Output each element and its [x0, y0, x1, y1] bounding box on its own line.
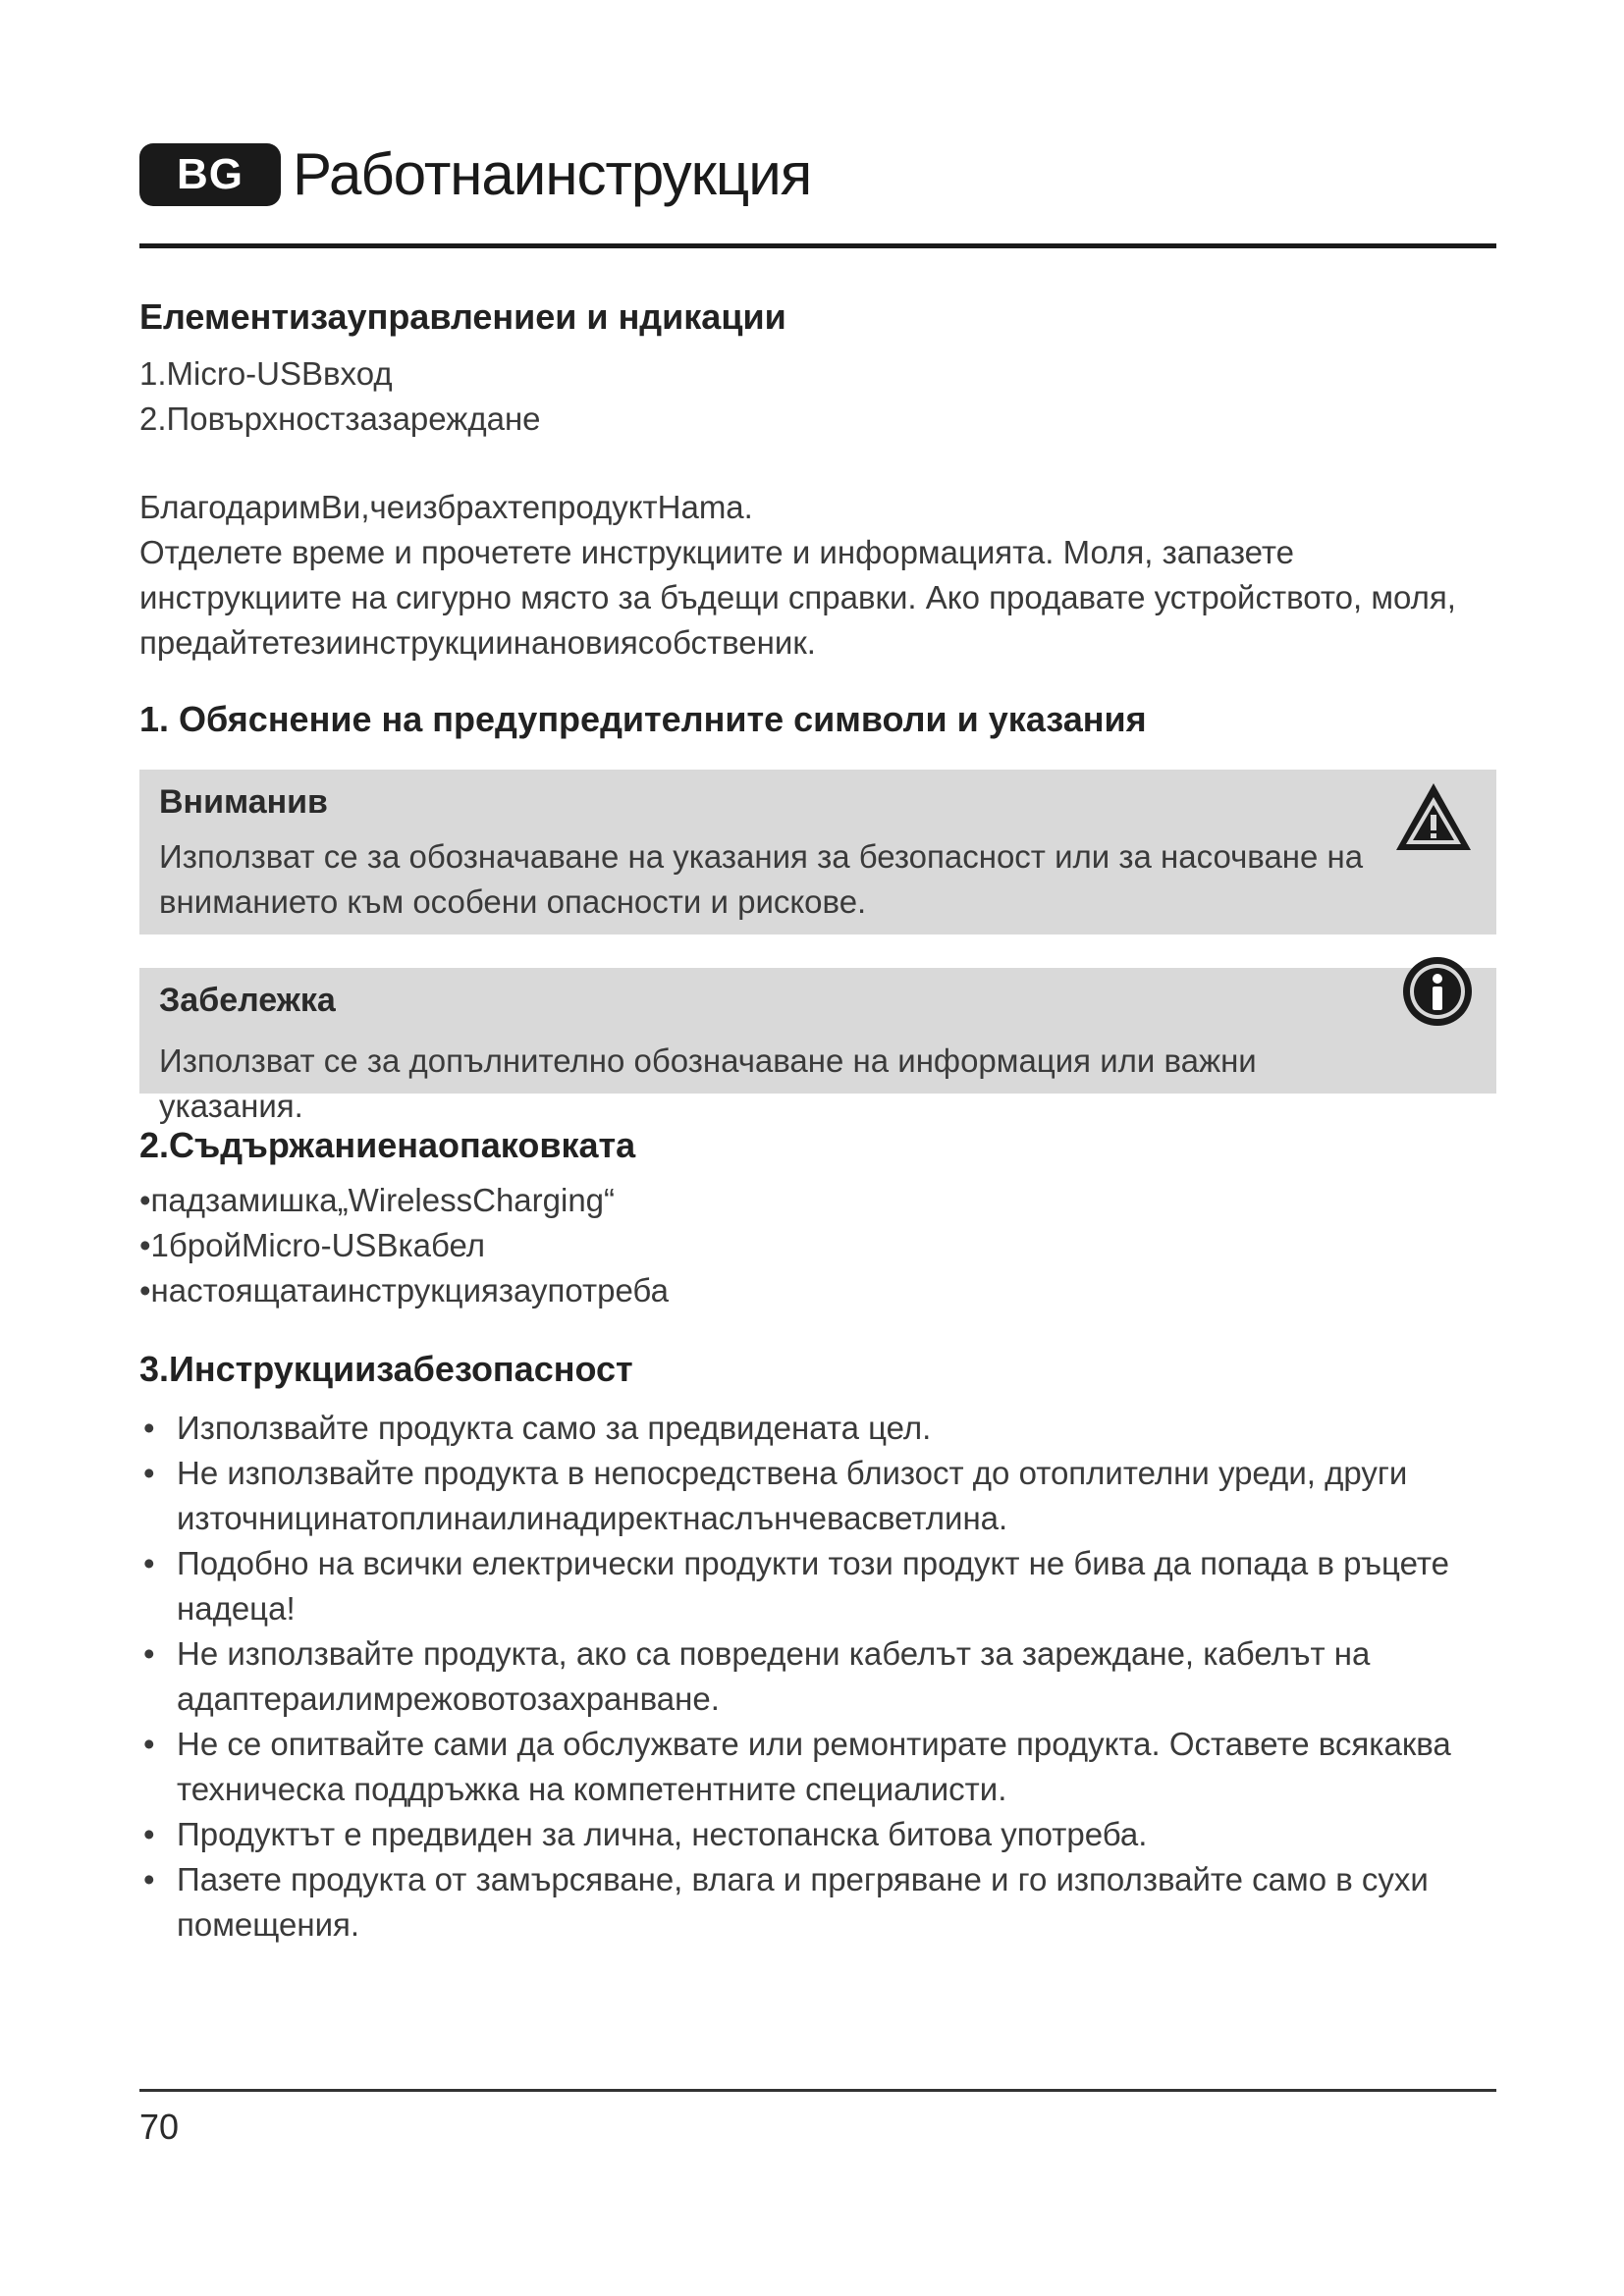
bullet-dot: •	[143, 1455, 155, 1491]
warning-title: Вниманив	[159, 783, 328, 821]
note-text: Използват се за допълнително обозначаване на информация или важни указания.	[159, 1042, 1257, 1124]
controls-heading: Елементизауправлениеи и ндикации	[139, 296, 786, 337]
page-header	[139, 135, 1496, 214]
safety-item-text: Продуктът е предвиден за лична, нестопанска битова употреба.	[177, 1816, 1148, 1852]
safety-item	[139, 1541, 1496, 1631]
section1-heading: 1. Обяснение на предупредителните символи и указания	[139, 699, 1147, 739]
safety-item	[139, 1812, 1496, 1857]
footer-divider	[139, 2089, 1496, 2092]
controls-item-2: 2.Повърхностзазареждане	[139, 400, 541, 437]
safety-list	[139, 1406, 1496, 1948]
controls-item-1: 1.Micro-USBвход	[139, 355, 393, 392]
manual-page	[139, 0, 1496, 2296]
safety-item-text: Не се опитвайте сами да обслужвате или ремонтирате продукта. Оставете всякаква техническа поддръжка на компетентните специалисти.	[177, 1726, 1451, 1807]
package-item-2: •1бройMicro-USBкабел	[139, 1227, 486, 1263]
safety-item	[139, 1451, 1496, 1541]
note-title: Забележка	[159, 982, 336, 1019]
header-divider	[139, 243, 1496, 248]
bullet-dot: •	[143, 1726, 155, 1762]
safety-item-text: Подобно на всички електрически продукти този продукт не бива да попада в ръцете надеца!	[177, 1545, 1449, 1627]
safety-item	[139, 1406, 1496, 1451]
safety-item-text: Използвайте продукта само за предвидената цел.	[177, 1410, 932, 1446]
note-box	[139, 968, 1496, 1124]
section2-heading: 2.Съдържаниенаопаковката	[139, 1125, 636, 1165]
safety-item-text: Пазете продукта от замърсяване, влага и прегряване и го използвайте само в сухи помещения.	[177, 1861, 1429, 1943]
bullet-dot: •	[143, 1861, 155, 1897]
bullet-dot: •	[143, 1410, 155, 1446]
page-number: 70	[139, 2107, 180, 2147]
warning-triangle-icon	[1392, 779, 1475, 854]
safety-item-text: Не използвайте продукта в непосредствена близост до отоплителни уреди, други източницинатоплинаилинадиректнаслънчевасветлина.	[177, 1455, 1408, 1536]
bullet-dot: •	[143, 1816, 155, 1852]
bullet-dot: •	[143, 1545, 155, 1581]
info-icon	[1400, 954, 1475, 1029]
section3-heading: 3.Инструкциизабезопасност	[139, 1349, 633, 1389]
package-item-1: •падзамишка„WirelessCharging“	[139, 1182, 616, 1218]
intro-thanks: БлагодаримВи,чеизбрахтепродуктHama.	[139, 489, 753, 525]
bullet-dot: •	[143, 1635, 155, 1672]
package-item-3: •настоящатаинструкциязаупотреба	[139, 1272, 669, 1308]
warning-text: Използват се за обозначаване на указания за безопасност или за насочване на вниманието към особени опасности и рискове.	[159, 838, 1364, 920]
page-title: Работнаинструкция	[293, 141, 812, 207]
safety-item	[139, 1722, 1496, 1812]
safety-item	[139, 1631, 1496, 1722]
intro-text: Отделете време и прочетете инструкциите и информацията. Моля, запазете инструкциите на сигурно място за бъдещи справки. Ако продавате устройството, моля, предайтетезиинструкциинановиясобственик.	[139, 534, 1456, 661]
warning-box	[139, 770, 1496, 934]
language-badge: BG	[139, 143, 281, 206]
safety-item	[139, 1857, 1496, 1948]
safety-item-text: Не използвайте продукта, ако са повредени кабелът за зареждане, кабелът на адаптераилимрежовотозахранване.	[177, 1635, 1371, 1717]
